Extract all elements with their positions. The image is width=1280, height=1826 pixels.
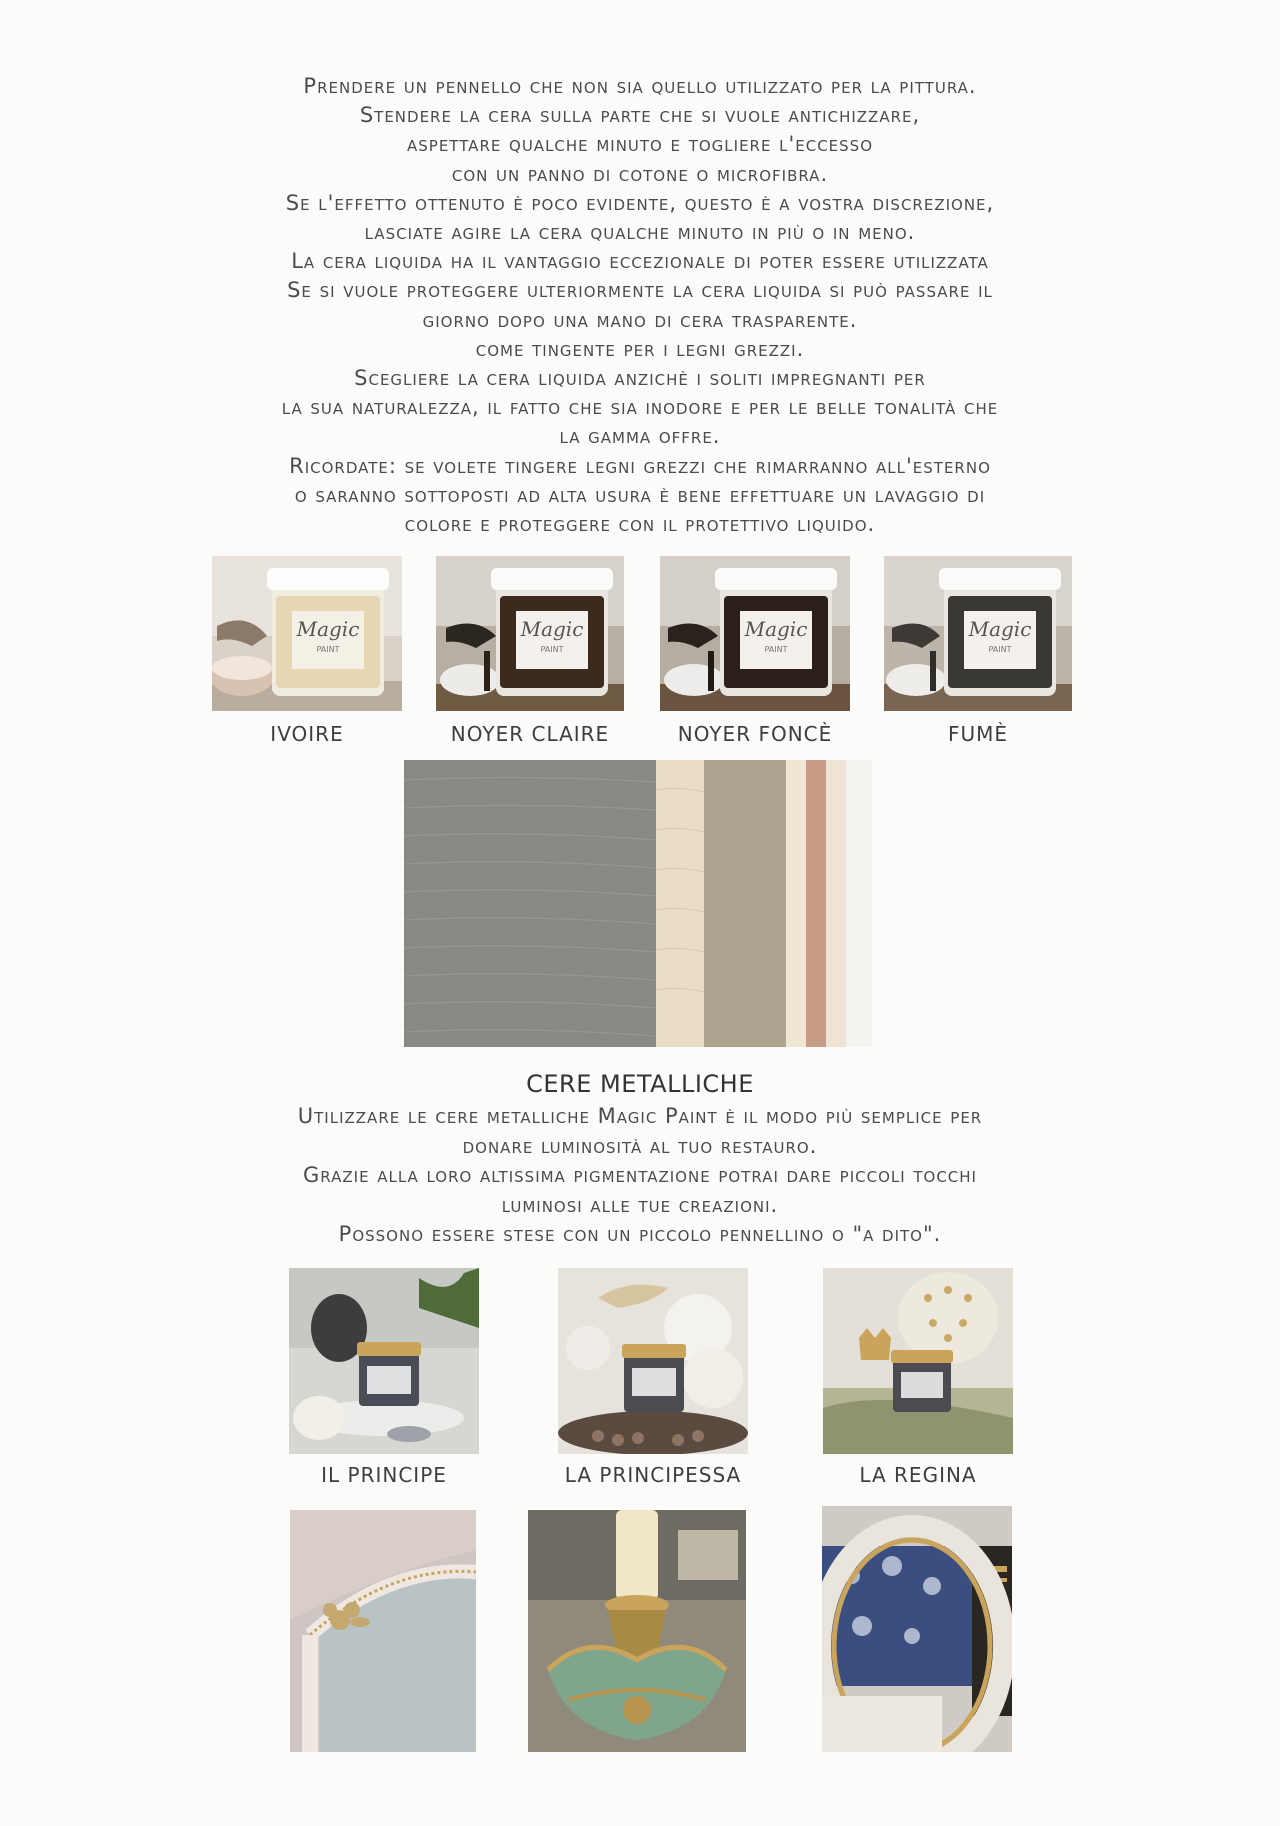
intro-line: Se l'effetto ottenuto è poco evidente, questo è a vostra discrezione, <box>285 190 995 215</box>
intro-line: Prendere un pennello che non sia quello utilizzato per la pittura. <box>303 74 977 98</box>
intro-line: lasciate agire la cera qualche minuto in più o in meno. <box>364 220 916 245</box>
product-label: IVOIRE <box>270 722 344 746</box>
section-title: CERE METALLICHE <box>526 1070 754 1098</box>
intro-line: Scegliere la cera liquida anzichè i soliti impregnanti per <box>354 366 926 391</box>
intro-line: Se si vuole proteggere ulteriormente la cera liquida si può passare il <box>287 278 993 303</box>
svg-text:PAINT: PAINT <box>316 645 340 654</box>
metal-line: luminosi alle tue creazioni. <box>501 1192 779 1217</box>
intro-line: Stendere la cera sulla parte che si vuole antichizzare, <box>359 103 921 128</box>
metal-line: Possono essere stese con un piccolo pennellino o "a dito". <box>338 1222 942 1247</box>
intro-line: o saranno sottoposti ad alta usura è bene effettuare un lavaggio di <box>294 482 986 507</box>
product-photo-fume <box>884 556 1072 711</box>
intro-line: La cera liquida ha il vantaggio eccezionale di poter essere utilizzata <box>291 249 989 274</box>
product-label: LA PRINCIPESSA <box>564 1463 742 1487</box>
intro-line: colore e proteggere con il protettivo liquido. <box>404 512 876 537</box>
product-photo-il-principe <box>289 1268 479 1454</box>
application-photo-headboard <box>290 1510 476 1752</box>
product-photo-la-regina <box>823 1268 1013 1454</box>
product-photo-noyer-claire <box>436 556 624 711</box>
svg-text:PAINT: PAINT <box>764 645 788 654</box>
product-photo-la-principessa <box>558 1268 748 1454</box>
metal-paragraph <box>150 1102 1130 1250</box>
svg-text:Magic: Magic <box>296 617 360 641</box>
product-photo-ivoire <box>212 556 402 711</box>
product-label: FUMÈ <box>947 722 1009 746</box>
application-photo-mirror <box>822 1506 1012 1752</box>
product-photo-noyer-fonce <box>660 556 850 711</box>
application-photo-candlestick <box>528 1510 746 1752</box>
product-label: NOYER FONCÈ <box>677 722 833 746</box>
svg-text:Magic: Magic <box>520 617 584 641</box>
intro-line: come tingente per i legni grezzi. <box>475 336 805 361</box>
metal-line: Grazie alla loro altissima pigmentazione potrai dare piccoli tocchi <box>303 1163 977 1188</box>
intro-line: giorno dopo una mano di cera trasparente. <box>422 307 858 332</box>
svg-text:Magic: Magic <box>744 617 808 641</box>
intro-paragraph <box>150 72 1130 539</box>
intro-line: con un panno di cotone o microfibra. <box>451 161 829 186</box>
svg-text:PAINT: PAINT <box>988 645 1012 654</box>
metal-line: donare luminosità al tuo restauro. <box>462 1133 818 1158</box>
intro-line: aspettare qualche minuto e togliere l'eccesso <box>406 132 874 157</box>
metal-line: Utilizzare le cere metalliche Magic Paint è il modo più semplice per <box>297 1104 983 1128</box>
svg-text:PAINT: PAINT <box>540 645 564 654</box>
product-label: IL PRINCIPE <box>321 1463 447 1487</box>
product-label: NOYER CLAIRE <box>450 722 610 746</box>
svg-text:Magic: Magic <box>968 617 1032 641</box>
wood-sample-photo <box>404 760 872 1047</box>
intro-line: la sua naturalezza, il fatto che sia inodore e per le belle tonalità che <box>281 395 999 420</box>
product-label: LA REGINA <box>859 1463 977 1487</box>
intro-line: Ricordate: se volete tingere legni grezzi che rimarranno all'esterno <box>289 453 991 478</box>
intro-line: la gamma offre. <box>559 424 721 449</box>
